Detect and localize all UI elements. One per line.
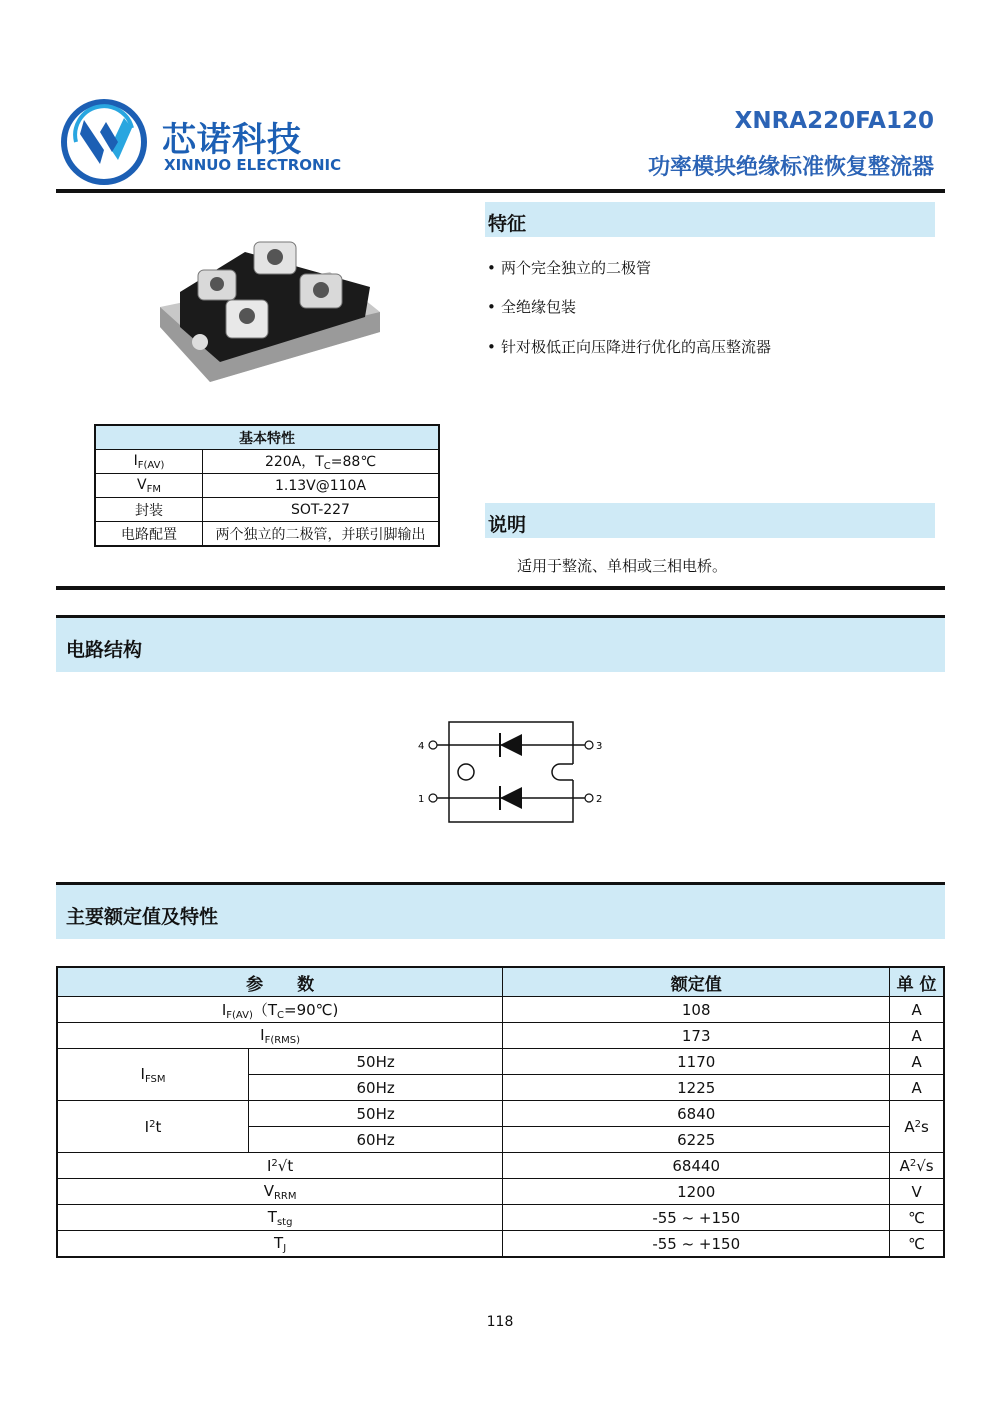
part-description: 功率模块绝缘标准恢复整流器 — [647, 155, 934, 180]
brand-name-cn: 芯诺科技 — [162, 120, 302, 160]
table-row — [57, 1023, 944, 1049]
param-cell: $I_{F(AV)}$ — [95, 450, 203, 474]
header-param: 参 数 — [57, 967, 503, 997]
table-row — [57, 997, 944, 1023]
section-divider — [56, 586, 945, 590]
header-unit: 单 位 — [890, 967, 944, 997]
pin-label: 4 — [418, 741, 425, 752]
value-cell: 173 — [503, 1023, 890, 1049]
features-header — [485, 202, 935, 237]
basic-characteristics-table — [94, 424, 440, 547]
page-number: 118 — [486, 1314, 514, 1330]
condition-cell: 50Hz — [249, 1049, 503, 1075]
param-cell: $V_{FM}$ — [95, 474, 203, 498]
table-row — [57, 1231, 944, 1258]
feature-item: • 针对极低正向压降进行优化的高压整流器 — [487, 338, 772, 356]
pin-label: 2 — [596, 794, 603, 805]
feature-item: • 全绝缘包装 — [487, 298, 577, 316]
value-cell: 1.13V@110A — [203, 474, 440, 498]
table-row — [95, 474, 439, 498]
part-number: XNRA220FA120 — [734, 108, 934, 134]
ratings-title: 主要额定值及特性 — [66, 906, 219, 928]
features-title: 特征 — [488, 213, 527, 235]
diode-top-icon — [500, 734, 522, 756]
unit-cell: V — [890, 1179, 944, 1205]
value-cell: 两个独立的二极管，并联引脚输出 — [203, 522, 440, 547]
value-cell: 220A，$T_C=88℃$ — [203, 450, 440, 474]
header-divider — [56, 189, 945, 193]
value-cell: -55 ~ +150 — [503, 1205, 890, 1231]
unit-cell: $A^2s$ — [890, 1101, 944, 1153]
value-cell: 6225 — [503, 1127, 890, 1153]
feature-text: 全绝缘包装 — [501, 298, 577, 316]
param-cell: $V_{RRM}$ — [57, 1179, 503, 1205]
description-header — [485, 503, 935, 538]
pin-label: 1 — [418, 794, 425, 805]
feature-item: • 两个完全独立的二极管 — [487, 259, 652, 277]
value-cell: 6840 — [503, 1101, 890, 1127]
circuit-title: 电路结构 — [66, 639, 143, 661]
unit-cell: ℃ — [890, 1205, 944, 1231]
header-value: 额定值 — [503, 967, 890, 997]
param-cell: 电路配置 — [95, 522, 203, 547]
param-cell: $I_{F(RMS)}$ — [57, 1023, 503, 1049]
description-title: 说明 — [488, 514, 527, 536]
brand-name-en: XINNUO ELECTRONIC — [164, 156, 342, 174]
table-row — [95, 450, 439, 474]
table-row — [57, 1153, 944, 1179]
pin-label: 3 — [596, 741, 603, 752]
value-cell: 108 — [503, 997, 890, 1023]
table-row — [57, 1049, 944, 1075]
condition-cell: 60Hz — [249, 1127, 503, 1153]
circuit-diagram — [410, 716, 610, 826]
unit-cell: A — [890, 1023, 944, 1049]
value-cell: 1225 — [503, 1075, 890, 1101]
param-cell: $T_{stg}$ — [57, 1205, 503, 1231]
feature-text: 两个完全独立的二极管 — [501, 259, 652, 277]
unit-cell: A — [890, 997, 944, 1023]
table-row — [95, 498, 439, 522]
param-cell: 封装 — [95, 498, 203, 522]
ratings-table — [56, 966, 945, 1258]
product-module-image — [150, 232, 390, 392]
description-text: 适用于整流、单相或三相电桥。 — [517, 557, 728, 575]
unit-cell: ℃ — [890, 1231, 944, 1258]
value-cell: -55 ~ +150 — [503, 1231, 890, 1258]
table-row — [57, 1179, 944, 1205]
circuit-header — [56, 618, 945, 672]
param-cell: $I_{FSM}$ — [57, 1049, 249, 1101]
table-row — [95, 522, 439, 547]
table-row — [57, 1101, 944, 1127]
unit-cell: $A^2√s$ — [890, 1153, 944, 1179]
value-cell: 1200 — [503, 1179, 890, 1205]
value-cell: SOT-227 — [203, 498, 440, 522]
param-cell: $I^2√t$ — [57, 1153, 503, 1179]
diode-bottom-icon — [500, 787, 522, 809]
condition-cell: 50Hz — [249, 1101, 503, 1127]
table-row — [57, 1205, 944, 1231]
company-logo-icon — [60, 98, 148, 186]
table-header-row — [57, 967, 944, 997]
param-cell: $I^2t$ — [57, 1101, 249, 1153]
feature-text: 针对极低正向压降进行优化的高压整流器 — [501, 338, 772, 356]
condition-cell: 60Hz — [249, 1075, 503, 1101]
unit-cell: A — [890, 1049, 944, 1075]
param-cell: $T_J$ — [57, 1231, 503, 1258]
value-cell: 68440 — [503, 1153, 890, 1179]
basic-table-title: 基本特性 — [95, 425, 439, 450]
value-cell: 1170 — [503, 1049, 890, 1075]
unit-cell: A — [890, 1075, 944, 1101]
param-cell: $I_{F(AV)}(T_C=90℃)$ — [57, 997, 503, 1023]
